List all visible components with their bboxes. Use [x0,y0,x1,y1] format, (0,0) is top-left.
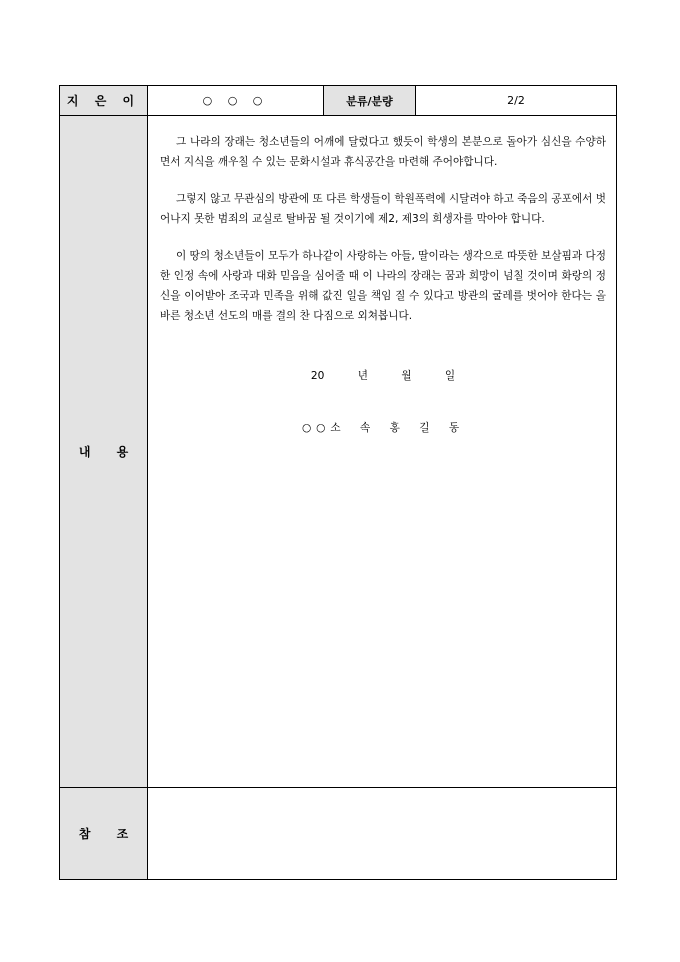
author-value: ○ ○ ○ [148,86,324,115]
header-row [60,86,616,115]
category-value: 2/2 [507,94,525,107]
date-year: 20 [310,370,325,382]
paragraph-2: 그렇지 않고 무관심의 방관에 또 다른 학생들이 학원폭력에 시달려야 하고 죽음의 공포에서 벗어나지 못한 범죄의 교실로 탈바꿈 될 것이기에 제2, 제3의 희생자를 막아야 합니다. [160,193,606,225]
date-line [160,366,606,386]
date-year-unit: 년 [357,370,368,382]
date-day-unit: 일 [444,370,456,382]
content-body [148,116,616,787]
date-month-unit: 월 [401,370,412,382]
reference-row [60,787,616,879]
paragraph-1: 그 나라의 장래는 청소년들의 어깨에 달렸다고 했듯이 학생의 본분으로 돌아가 심신을 수양하면서 지식을 깨우칠 수 있는 문화시설과 휴식공간을 마련해 주어야합니다. [160,136,606,168]
content-row [60,115,616,787]
content-label: 내 용 [60,116,148,787]
category-label: 분류/분량 [324,86,416,115]
paragraph-3: 이 땅의 청소년들이 모두가 하나같이 사랑하는 아들, 딸이라는 생각으로 따뜻한 보살핌과 다정한 인정 속에 사랑과 대화 믿음을 심어줄 때 이 나라의 장래는 꿈과 희망이 넘칠 것이며 화랑의 정신을 이어받아 조국과 민족을 위해 값진 일을 책임 질 수 있다고 방관의 굴레를 벗어야 한다는 올바른 청소년 선도의 매를 결의 찬 다짐으로 외쳐봅니다. [160,250,606,322]
reference-value [148,788,616,879]
essay-form [59,85,617,880]
author-label: 지 은 이 [60,86,148,115]
reference-label: 참 조 [60,788,148,879]
signature: ○○소 속 홍 길 동 [301,422,465,434]
